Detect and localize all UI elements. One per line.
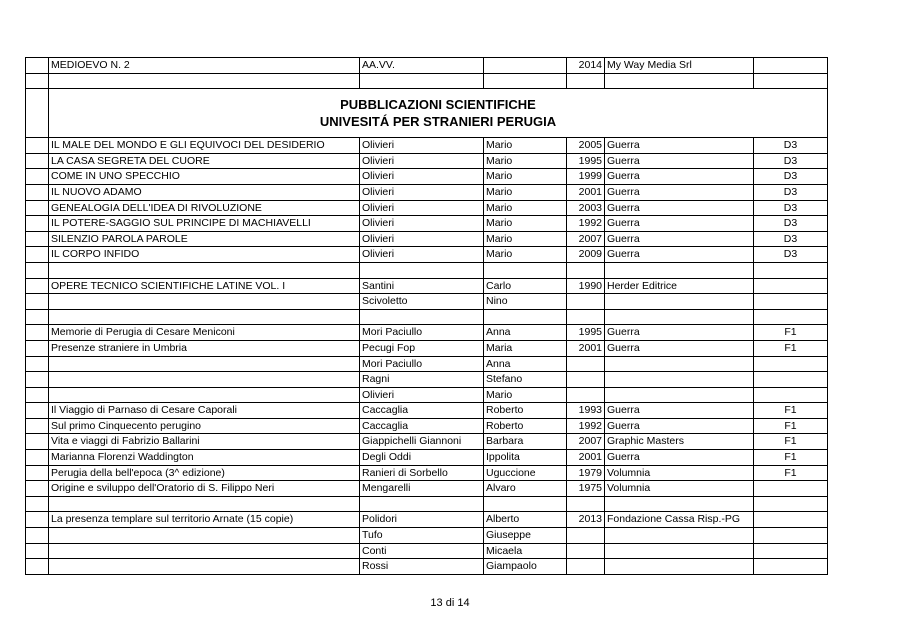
title-cell: La presenza templare sul territorio Arnate (15 copie) [49, 512, 360, 528]
publisher-cell: Guerra [605, 340, 754, 356]
code-cell [754, 481, 828, 497]
year-cell: 1992 [567, 418, 605, 434]
table-row [26, 153, 828, 169]
empty-cell [360, 73, 484, 89]
author-first-cell [484, 58, 567, 74]
row-index-cell [26, 434, 49, 450]
publisher-cell: Guerra [605, 403, 754, 419]
year-cell: 2001 [567, 450, 605, 466]
table-row [26, 434, 828, 450]
table-row [26, 247, 828, 263]
author-last-cell: Ragni [360, 372, 484, 388]
row-index-cell [26, 169, 49, 185]
title-cell: Sul primo Cinquecento perugino [49, 418, 360, 434]
section-header-line1: PUBBLICAZIONI SCIENTIFICHE [340, 97, 536, 113]
table-row [26, 73, 828, 89]
table-row [26, 216, 828, 232]
author-last-cell: Caccaglia [360, 418, 484, 434]
author-last-cell: Olivieri [360, 184, 484, 200]
author-last-cell: Olivieri [360, 200, 484, 216]
code-cell [754, 559, 828, 575]
year-cell [567, 372, 605, 388]
table-row [26, 340, 828, 356]
author-last-cell: Mori Paciullo [360, 356, 484, 372]
author-last-cell [360, 496, 484, 512]
title-cell: OPERE TECNICO SCIENTIFICHE LATINE VOL. I [49, 278, 360, 294]
table-row [26, 543, 828, 559]
code-cell: F1 [754, 340, 828, 356]
year-cell: 1999 [567, 169, 605, 185]
title-cell: Presenze straniere in Umbria [49, 340, 360, 356]
row-index-cell [26, 543, 49, 559]
publisher-cell [605, 543, 754, 559]
year-cell: 2007 [567, 434, 605, 450]
row-index-cell [26, 153, 49, 169]
table-row [26, 325, 828, 341]
author-first-cell: Uguccione [484, 465, 567, 481]
publisher-cell [605, 262, 754, 278]
code-cell: F1 [754, 465, 828, 481]
publisher-cell: Guerra [605, 247, 754, 263]
publisher-cell: Volumnia [605, 481, 754, 497]
row-index-cell [26, 372, 49, 388]
publisher-cell: Guerra [605, 200, 754, 216]
year-cell: 2013 [567, 512, 605, 528]
title-cell: Vita e viaggi di Fabrizio Ballarini [49, 434, 360, 450]
table-row [26, 465, 828, 481]
publisher-cell: Guerra [605, 450, 754, 466]
title-cell [49, 356, 360, 372]
row-index-cell [26, 216, 49, 232]
author-first-cell: Mario [484, 387, 567, 403]
code-cell: D3 [754, 169, 828, 185]
author-first-cell: Roberto [484, 403, 567, 419]
row-index-cell [26, 496, 49, 512]
empty-cell [754, 73, 828, 89]
year-cell [567, 543, 605, 559]
code-cell [754, 294, 828, 310]
code-cell: D3 [754, 184, 828, 200]
author-last-cell: Santini [360, 278, 484, 294]
publisher-cell: Guerra [605, 169, 754, 185]
author-first-cell: Stefano [484, 372, 567, 388]
publisher-cell [605, 309, 754, 325]
title-cell [49, 496, 360, 512]
row-index-cell [26, 340, 49, 356]
author-first-cell: Mario [484, 153, 567, 169]
year-cell [567, 294, 605, 310]
title-cell [49, 294, 360, 310]
publisher-cell [605, 528, 754, 544]
row-index-cell [26, 184, 49, 200]
section-header-line2: UNIVESITÁ PER STRANIERI PERUGIA [319, 114, 557, 130]
code-cell [754, 309, 828, 325]
author-last-cell: Olivieri [360, 387, 484, 403]
author-first-cell: Carlo [484, 278, 567, 294]
code-cell: F1 [754, 403, 828, 419]
title-cell: IL MALE DEL MONDO E GLI EQUIVOCI DEL DESIDERIO [49, 138, 360, 154]
publisher-cell: Guerra [605, 325, 754, 341]
year-cell: 2003 [567, 200, 605, 216]
year-cell: 1975 [567, 481, 605, 497]
row-index-cell [26, 450, 49, 466]
table-row [26, 231, 828, 247]
author-last-cell: Conti [360, 543, 484, 559]
year-cell [567, 496, 605, 512]
table-row [26, 559, 828, 575]
code-cell: D3 [754, 216, 828, 232]
publisher-cell: Guerra [605, 184, 754, 200]
table-row [26, 372, 828, 388]
title-cell [49, 309, 360, 325]
author-last-cell: Olivieri [360, 247, 484, 263]
author-last-cell: Olivieri [360, 138, 484, 154]
publisher-cell: Fondazione Cassa Risp.-PG [605, 512, 754, 528]
year-cell [567, 559, 605, 575]
table-row [26, 200, 828, 216]
empty-cell [49, 73, 360, 89]
author-first-cell: Mario [484, 184, 567, 200]
author-first-cell: Mario [484, 247, 567, 263]
author-last-cell [360, 309, 484, 325]
year-cell: 2005 [567, 138, 605, 154]
author-first-cell: Giuseppe [484, 528, 567, 544]
table-row [26, 512, 828, 528]
title-cell: COME IN UNO SPECCHIO [49, 169, 360, 185]
title-cell: LA CASA SEGRETA DEL CUORE [49, 153, 360, 169]
author-last-cell: Polidori [360, 512, 484, 528]
author-first-cell: Giampaolo [484, 559, 567, 575]
row-index-cell [26, 294, 49, 310]
publisher-cell [605, 294, 754, 310]
author-first-cell: Anna [484, 356, 567, 372]
author-last-cell [360, 262, 484, 278]
author-last-cell: Olivieri [360, 231, 484, 247]
code-cell: D3 [754, 247, 828, 263]
code-cell [754, 528, 828, 544]
table-row [26, 528, 828, 544]
row-index-cell [26, 403, 49, 419]
row-index-cell [26, 138, 49, 154]
year-cell: 1995 [567, 325, 605, 341]
year-cell [567, 387, 605, 403]
title-cell: IL CORPO INFIDO [49, 247, 360, 263]
table-row [26, 138, 828, 154]
table-row [26, 356, 828, 372]
row-index-cell [26, 247, 49, 263]
publisher-cell: Guerra [605, 418, 754, 434]
empty-cell [605, 73, 754, 89]
author-last-cell: Mengarelli [360, 481, 484, 497]
publisher-cell: Guerra [605, 231, 754, 247]
year-cell: 1990 [567, 278, 605, 294]
year-cell: 1979 [567, 465, 605, 481]
code-cell [754, 278, 828, 294]
author-first-cell: Nino [484, 294, 567, 310]
code-cell [754, 512, 828, 528]
title-cell: Origine e sviluppo dell'Oratorio di S. Filippo Neri [49, 481, 360, 497]
author-first-cell: Ippolita [484, 450, 567, 466]
publisher-cell: Volumnia [605, 465, 754, 481]
publisher-cell: Guerra [605, 216, 754, 232]
author-first-cell: Barbara [484, 434, 567, 450]
row-index-cell [26, 559, 49, 575]
year-cell [567, 309, 605, 325]
year-cell: 1992 [567, 216, 605, 232]
code-cell [754, 387, 828, 403]
row-index-cell [26, 231, 49, 247]
row-index-cell [26, 528, 49, 544]
code-cell: D3 [754, 138, 828, 154]
page-number: 13 di 14 [430, 597, 470, 609]
year-cell: 2001 [567, 340, 605, 356]
table-row [26, 169, 828, 185]
table-row [26, 481, 828, 497]
author-last-cell: Olivieri [360, 216, 484, 232]
code-cell [754, 543, 828, 559]
title-cell [49, 528, 360, 544]
code-cell: D3 [754, 200, 828, 216]
author-last-cell: Tufo [360, 528, 484, 544]
empty-cell [484, 73, 567, 89]
code-cell [754, 372, 828, 388]
table-row [26, 309, 828, 325]
row-index-cell [26, 356, 49, 372]
row-index-cell [26, 200, 49, 216]
table-row [26, 262, 828, 278]
empty-cell [567, 73, 605, 89]
code-cell [754, 262, 828, 278]
author-last-cell: Pecugi Fop [360, 340, 484, 356]
code-cell [754, 58, 828, 74]
publisher-cell [605, 356, 754, 372]
title-cell [49, 262, 360, 278]
year-cell [567, 528, 605, 544]
publisher-cell: Guerra [605, 153, 754, 169]
title-cell: SILENZIO PAROLA PAROLE [49, 231, 360, 247]
publisher-cell [605, 387, 754, 403]
section-header [49, 89, 828, 138]
year-cell [567, 262, 605, 278]
row-index-cell [26, 481, 49, 497]
year-cell: 1993 [567, 403, 605, 419]
title-cell [49, 559, 360, 575]
title-cell: Perugia della bell'epoca (3^ edizione) [49, 465, 360, 481]
row-index-cell [26, 58, 49, 74]
title-cell: Il Viaggio di Parnaso di Cesare Caporali [49, 403, 360, 419]
author-last-cell: Giappichelli Giannoni [360, 434, 484, 450]
publisher-cell: Herder Editrice [605, 278, 754, 294]
code-cell [754, 356, 828, 372]
author-last-cell: Ranieri di Sorbello [360, 465, 484, 481]
table-row [26, 294, 828, 310]
author-first-cell: Maria [484, 340, 567, 356]
author-first-cell: Anna [484, 325, 567, 341]
author-first-cell: Mario [484, 138, 567, 154]
author-last-cell: Mori Paciullo [360, 325, 484, 341]
row-index-cell [26, 418, 49, 434]
publisher-cell: Graphic Masters [605, 434, 754, 450]
title-cell [49, 543, 360, 559]
table-row [26, 403, 828, 419]
title-cell: Memorie di Perugia di Cesare Meniconi [49, 325, 360, 341]
row-index-cell [26, 278, 49, 294]
year-cell: 1995 [567, 153, 605, 169]
section-header-row [26, 89, 828, 138]
code-cell: F1 [754, 418, 828, 434]
author-first-cell: Mario [484, 231, 567, 247]
catalog-table-body [26, 58, 828, 575]
table-row [26, 58, 828, 74]
author-first-cell: Alberto [484, 512, 567, 528]
author-last-cell: Scivoletto [360, 294, 484, 310]
author-first-cell: Roberto [484, 418, 567, 434]
row-index-cell [26, 262, 49, 278]
author-last-cell: AA.VV. [360, 58, 484, 74]
table-row [26, 278, 828, 294]
code-cell: F1 [754, 450, 828, 466]
row-index-cell [26, 325, 49, 341]
year-cell: 2001 [567, 184, 605, 200]
title-cell: IL NUOVO ADAMO [49, 184, 360, 200]
year-cell [567, 356, 605, 372]
author-last-cell: Rossi [360, 559, 484, 575]
title-cell: Marianna Florenzi Waddington [49, 450, 360, 466]
table-row [26, 496, 828, 512]
author-first-cell [484, 262, 567, 278]
author-last-cell: Olivieri [360, 169, 484, 185]
author-first-cell: Mario [484, 200, 567, 216]
author-last-cell: Caccaglia [360, 403, 484, 419]
table-row [26, 418, 828, 434]
author-first-cell [484, 496, 567, 512]
author-last-cell: Olivieri [360, 153, 484, 169]
publisher-cell [605, 559, 754, 575]
year-cell: 2009 [567, 247, 605, 263]
row-index-cell [26, 89, 49, 138]
code-cell: F1 [754, 325, 828, 341]
author-first-cell: Micaela [484, 543, 567, 559]
row-index-cell [26, 512, 49, 528]
row-index-cell [26, 387, 49, 403]
publisher-cell: Guerra [605, 138, 754, 154]
author-last-cell: Degli Oddi [360, 450, 484, 466]
table-row [26, 184, 828, 200]
row-index-cell [26, 309, 49, 325]
year-cell: 2014 [567, 58, 605, 74]
code-cell: D3 [754, 153, 828, 169]
code-cell: D3 [754, 231, 828, 247]
table-row [26, 387, 828, 403]
empty-cell [26, 73, 49, 89]
code-cell: F1 [754, 434, 828, 450]
catalog-table [25, 57, 828, 575]
publisher-cell [605, 372, 754, 388]
author-first-cell [484, 309, 567, 325]
title-cell: IL POTERE-SAGGIO SUL PRINCIPE DI MACHIAVELLI [49, 216, 360, 232]
title-cell: MEDIOEVO N. 2 [49, 58, 360, 74]
table-row [26, 450, 828, 466]
author-first-cell: Alvaro [484, 481, 567, 497]
author-first-cell: Mario [484, 169, 567, 185]
author-first-cell: Mario [484, 216, 567, 232]
year-cell: 2007 [567, 231, 605, 247]
title-cell: GENEALOGIA DELL'IDEA DI RIVOLUZIONE [49, 200, 360, 216]
publisher-cell [605, 496, 754, 512]
row-index-cell [26, 465, 49, 481]
title-cell [49, 372, 360, 388]
publisher-cell: My Way Media Srl [605, 58, 754, 74]
title-cell [49, 387, 360, 403]
code-cell [754, 496, 828, 512]
